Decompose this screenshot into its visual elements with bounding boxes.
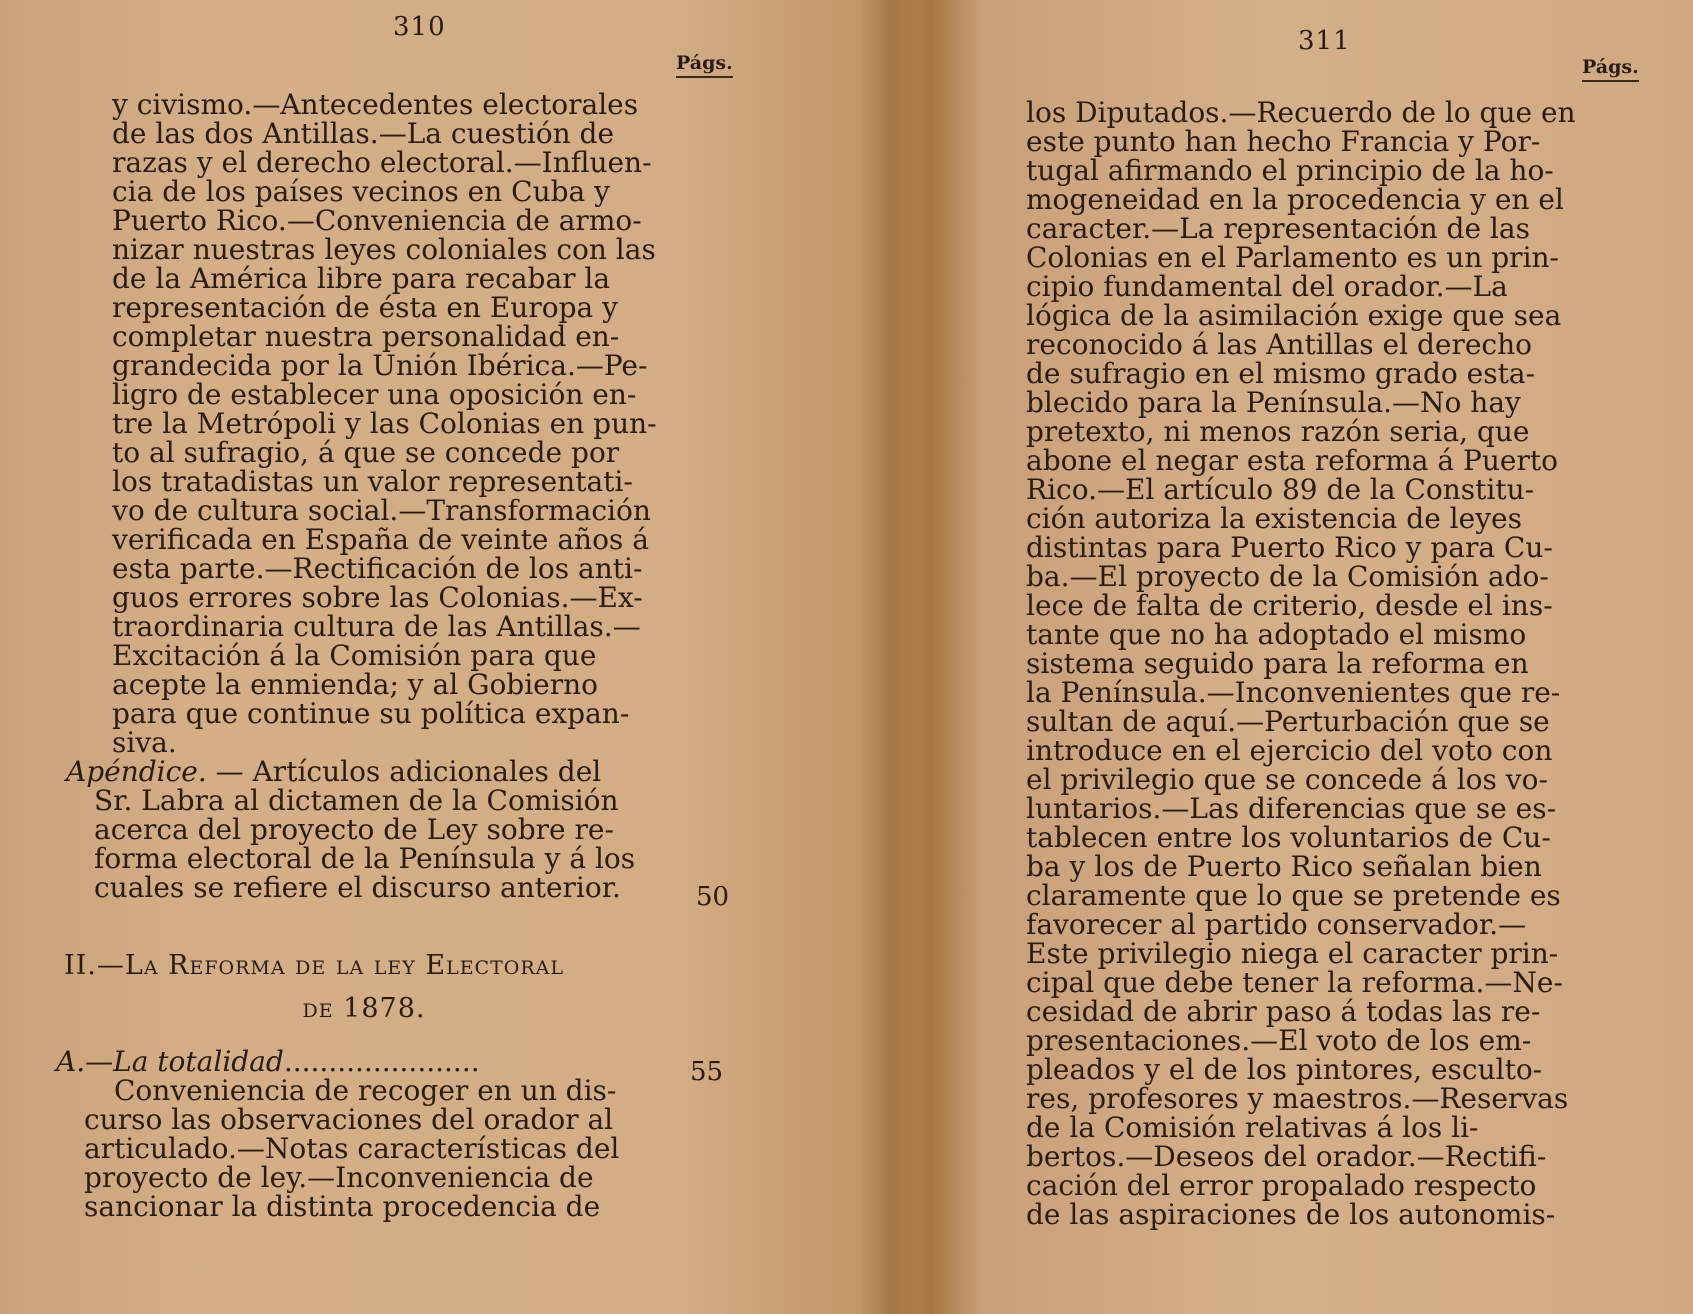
text-line: los tratadistas un valor representati- <box>112 465 633 498</box>
right-page <box>880 0 1693 1314</box>
text-line: pleados y el de los pintores, esculto- <box>1026 1053 1543 1086</box>
text-line: cesidad de abrir paso á todas las re- <box>1026 995 1541 1028</box>
text-line: tre la Metrópoli y las Colonias en pun- <box>112 407 657 440</box>
left-appendix <box>66 757 676 902</box>
text-line: acepte la enmienda; y al Gobierno <box>112 668 599 701</box>
text-line: verificada en España de veinte años á <box>112 523 649 556</box>
text-line: ba.—El proyecto de la Comisión ado- <box>1026 560 1549 593</box>
left-pags-label: Págs. <box>676 52 733 78</box>
text-line: tugal afirmando el principio de la ho- <box>1026 154 1554 187</box>
section-heading-line2: de 1878. <box>302 993 426 1024</box>
text-line: ligro de establecer una oposición en- <box>112 378 637 411</box>
right-folio: 311 <box>1298 26 1351 56</box>
text-line: grandecida por la Unión Ibérica.—Pe- <box>112 349 648 382</box>
text-line: bertos.—Deseos del orador.—Rectifi- <box>1026 1140 1547 1173</box>
text-line: Excitación á la Comisión para que <box>112 639 597 672</box>
text-line: favorecer al partido conservador.— <box>1026 908 1527 941</box>
text-line: blecido para la Península.—No hay <box>1026 386 1521 419</box>
text-line: razas y el derecho electoral.—Influen- <box>112 146 652 179</box>
text-line: res, profesores y maestros.—Reservas <box>1026 1082 1569 1115</box>
text-line: cación del error propalado respecto <box>1026 1169 1537 1202</box>
text-line: abone el negar esta reforma á Puerto <box>1026 444 1558 477</box>
appendix-first-line <box>66 757 676 786</box>
left-paragraph-1 <box>112 90 672 757</box>
text-line: nizar nuestras leyes coloniales con las <box>112 233 656 266</box>
text-line: articulado.—Notas características del <box>84 1132 620 1165</box>
text-line: ba y los de Puerto Rico señalan bien <box>1026 850 1542 883</box>
text-line: la Península.—Inconvenientes que re- <box>1026 676 1561 709</box>
text-line: luntarios.—Las diferencias que se es- <box>1026 792 1557 825</box>
text-line: Este privilegio niega el caracter prin- <box>1026 937 1559 970</box>
text-line: distintas para Puerto Rico y para Cu- <box>1026 531 1553 564</box>
text-line: introduce en el ejercicio del voto con <box>1026 734 1553 767</box>
text-line: claramente que lo que se pretende es <box>1026 879 1561 912</box>
text-line: el privilegio que se concede á los vo- <box>1026 763 1548 796</box>
text-line: los Diputados.—Recuerdo de lo que en <box>1026 96 1576 129</box>
section-heading-line1: II.—La Reforma de la ley Electoral <box>64 950 565 981</box>
text-line: — Artículos adicionales del <box>206 755 602 788</box>
text-line: representación de ésta en Europa y <box>112 291 618 324</box>
text-line: tante que no ha adoptado el mismo <box>1026 618 1527 651</box>
text-line: sistema seguido para la reforma en <box>1026 647 1529 680</box>
text-line: de la Comisión relativas á los li- <box>1026 1111 1479 1144</box>
text-line: tablecen entre los voluntarios de Cu- <box>1026 821 1551 854</box>
text-line: cipio fundamental del orador.—La <box>1026 270 1508 303</box>
text-line: siva. <box>112 726 177 759</box>
text-line: cuales se refiere el discurso anterior. <box>94 871 621 904</box>
text-line: sultan de aquí.—Perturbación que se <box>1026 705 1550 738</box>
subsection-leader: ...................... <box>283 1045 480 1078</box>
appendix-page-number: 50 <box>696 882 730 912</box>
text-line: ción autoriza la existencia de leyes <box>1026 502 1522 535</box>
text-line: acerca del proyecto de Ley sobre re- <box>94 813 614 846</box>
subsection-page-number: 55 <box>690 1057 724 1087</box>
text-line: de la América libre para recabar la <box>112 262 611 295</box>
left-folio: 310 <box>393 12 446 42</box>
left-paragraph-2 <box>84 1076 654 1221</box>
text-line: Rico.—El artículo 89 de la Constitu- <box>1026 473 1535 506</box>
text-line: traordinaria cultura de las Antillas.— <box>112 610 641 643</box>
text-line: cia de los países vecinos en Cuba y <box>112 175 610 208</box>
text-line: de las aspiraciones de los autonomis- <box>1026 1198 1556 1231</box>
text-line: reconocido á las Antillas el derecho <box>1026 328 1532 361</box>
text-line: sancionar la distinta procedencia de <box>84 1190 601 1223</box>
text-line: Colonias en el Parlamento es un prin- <box>1026 241 1560 274</box>
text-line: y civismo.—Antecedentes electorales <box>112 88 639 121</box>
text-line: Puerto Rico.—Conveniencia de armo- <box>112 204 642 237</box>
right-paragraph <box>1026 98 1586 1229</box>
text-line: curso las observaciones del orador al <box>84 1103 614 1136</box>
text-line: de las dos Antillas.—La cuestión de <box>112 117 615 150</box>
text-line: cipal que debe tener la reforma.—Ne- <box>1026 966 1563 999</box>
text-line: este punto han hecho Francia y Por- <box>1026 125 1541 158</box>
text-line: proyecto de ley.—Inconveniencia de <box>84 1161 594 1194</box>
subsection-label: A.—La totalidad <box>56 1045 284 1078</box>
appendix-label: Apéndice. <box>66 755 207 788</box>
subsection-line <box>56 1047 656 1076</box>
text-line: de sufragio en el mismo grado esta- <box>1026 357 1536 390</box>
text-line: pretexto, ni menos razón seria, que <box>1026 415 1530 448</box>
text-line: esta parte.—Rectificación de los anti- <box>112 552 643 585</box>
text-line: mogeneidad en la procedencia y en el <box>1026 183 1564 216</box>
text-line: guos errores sobre las Colonias.—Ex- <box>112 581 643 614</box>
text-line: forma electoral de la Península y á los <box>94 842 636 875</box>
text-line: lógica de la asimilación exige que sea <box>1026 299 1562 332</box>
text-line: completar nuestra personalidad en- <box>112 320 620 353</box>
right-pags-label: Págs. <box>1582 56 1639 82</box>
text-line: para que continue su política expan- <box>112 697 630 730</box>
text-line: Sr. Labra al dictamen de la Comisión <box>94 784 619 817</box>
text-line: presentaciones.—El voto de los em- <box>1026 1024 1532 1057</box>
text-line: Conveniencia de recoger en un dis- <box>114 1074 617 1107</box>
text-line: caracter.—La representación de las <box>1026 212 1530 245</box>
text-line: vo de cultura social.—Transformación <box>112 494 651 527</box>
text-line: to al sufragio, á que se concede por <box>112 436 620 469</box>
text-line: lece de falta de criterio, desde el ins- <box>1026 589 1553 622</box>
